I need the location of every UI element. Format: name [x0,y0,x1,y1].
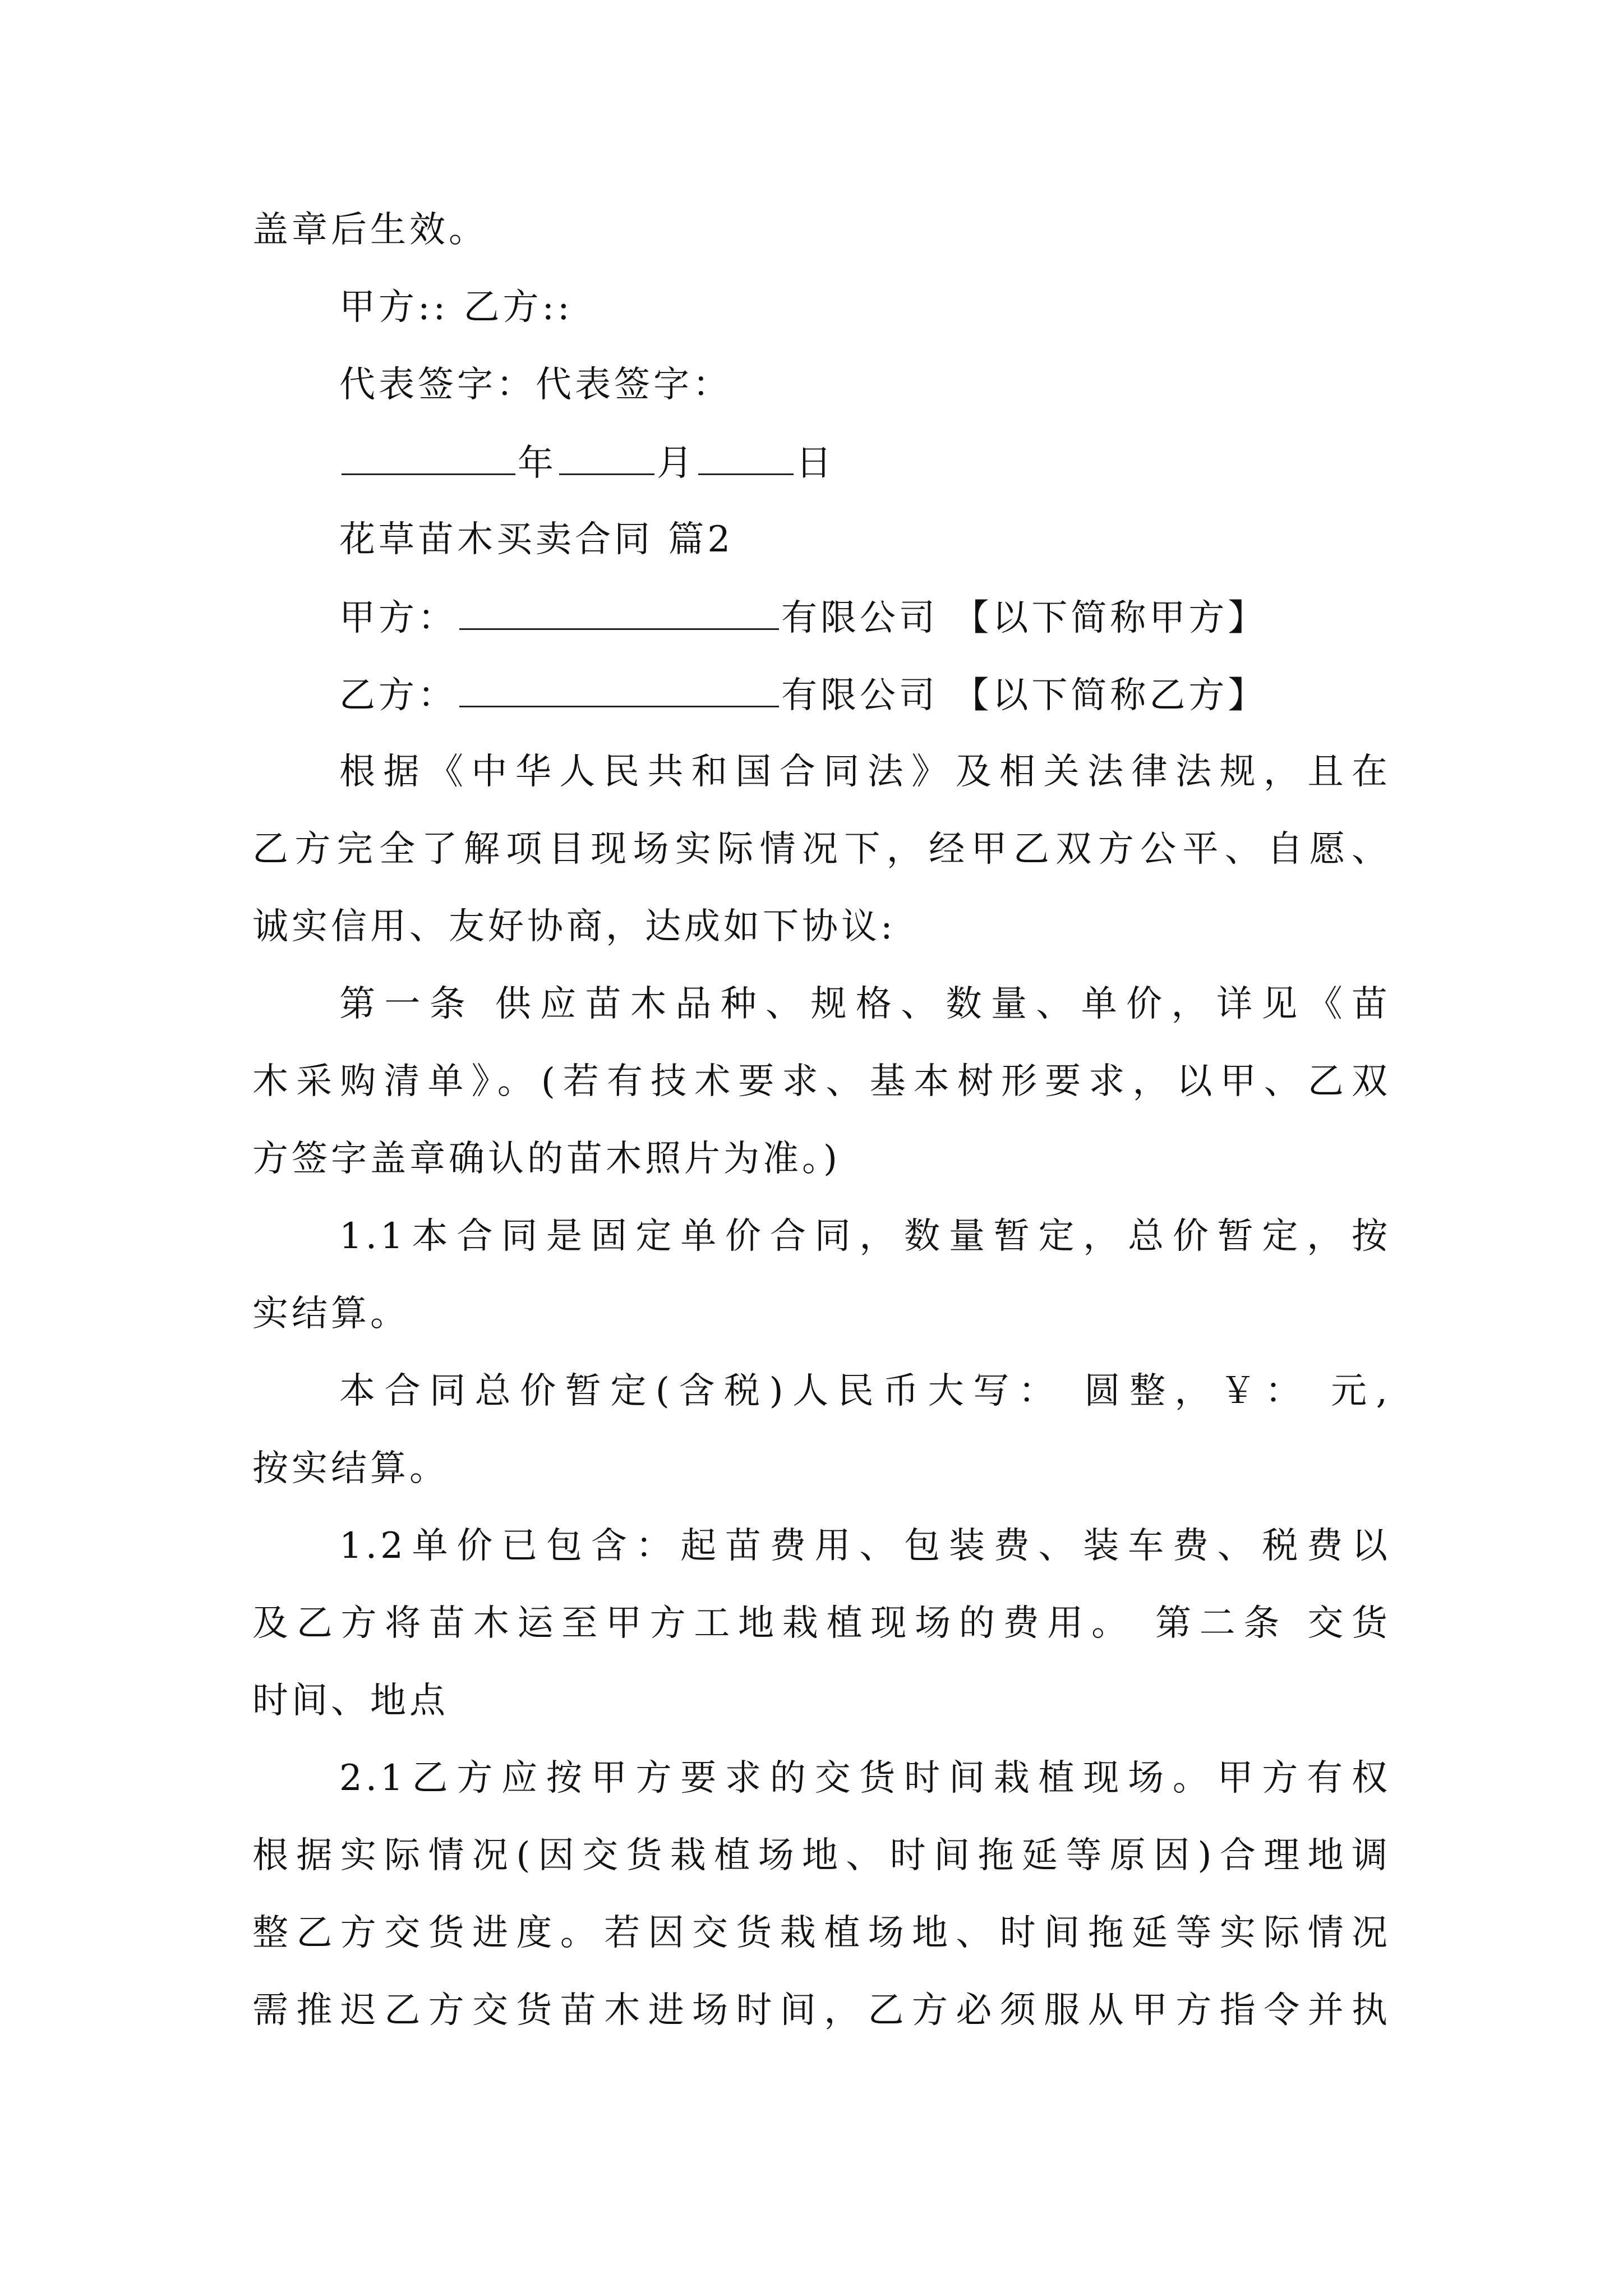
paragraph-line: 根据《中华人民共和国合同法》及相关法律法规，且在 [339,751,1391,793]
paragraph-line: 2.1乙方应按甲方要求的交货时间栽植现场。甲方有权 [339,1757,1391,1799]
year-blank [342,440,515,475]
paragraph-line: 乙方完全了解项目现场实际情况下，经甲乙双方公平、自愿、 [252,829,1391,870]
party-a-suffix: 有限公司 【以下简称甲方】 [781,597,1267,639]
paragraph-line: 需推迟乙方交货苗木进场时间，乙方必须服从甲方指令并执 [252,1990,1391,2031]
signature-parties-line: 甲方:: 乙方:: [339,287,573,328]
paragraph-line: 时间、地点 [252,1680,449,1722]
paragraph-line: 1.2单价已包含：起苗费用、包装费、装车费、税费以 [339,1525,1391,1567]
party-b-name-blank [459,672,779,707]
party-b-line [339,672,1267,718]
representative-signature-line: 代表签字：代表签字： [339,364,732,406]
paragraph-line: 按实结算。 [252,1448,449,1489]
date-line [339,440,835,486]
paragraph-line: 诚实信用、友好协商，达成如下协议: [252,906,896,947]
paragraph-line: 实结算。 [252,1293,409,1335]
paragraph-line: 及乙方将苗木运至甲方工地栽植现场的费用。 第二条 交货 [252,1603,1391,1644]
paragraph-line: 方签字盖章确认的苗木照片为准。) [252,1138,841,1180]
month-blank [559,440,654,475]
party-a-name-blank [459,595,779,630]
party-b-label: 乙方： [339,675,457,716]
paragraph-line: 第一条 供应苗木品种、规格、数量、单价，详见《苗 [339,983,1391,1025]
paragraph-line: 本合同总价暂定(含税)人民币大写： 圆整，￥： 元, [339,1370,1391,1412]
text-line-1: 盖章后生效。 [252,209,488,251]
day-label: 日 [796,443,835,484]
party-a-line [339,595,1267,641]
month-label: 月 [657,443,696,484]
party-b-suffix: 有限公司 【以下简称乙方】 [781,675,1267,716]
day-blank [698,440,794,475]
paragraph-line: 根据实际情况(因交货栽植场地、时间拖延等原因)合理地调 [252,1835,1391,1876]
paragraph-line: 木采购清单》。(若有技术要求、基本树形要求，以甲、乙双 [252,1061,1391,1102]
paragraph-line: 整乙方交货进度。若因交货栽植场地、时间拖延等实际情况 [252,1912,1391,1954]
section-heading: 花草苗木买卖合同 篇2 [339,519,734,560]
party-a-label: 甲方： [339,597,457,639]
paragraph-line: 1.1本合同是固定单价合同，数量暂定，总价暂定，按 [339,1216,1391,1257]
year-label: 年 [518,443,557,484]
